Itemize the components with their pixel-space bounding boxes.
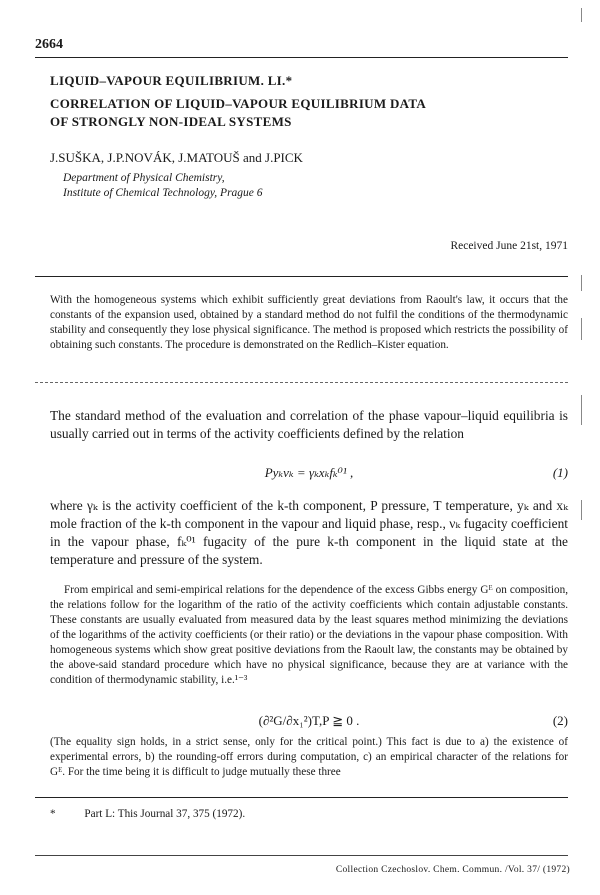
affiliation-line1: Department of Physical Chemistry, bbox=[63, 172, 225, 184]
footnote-text: Part L: This Journal 37, 375 (1972). bbox=[84, 808, 246, 820]
series-title: LIQUID–VAPOUR EQUILIBRIUM. LI.* bbox=[50, 73, 293, 88]
abstract-bottom-rule bbox=[35, 382, 568, 383]
intro-paragraph: The standard method of the evaluation and correlation of the phase vapour–liquid equilibria is usually carried out in terms of the activity coefficients defined by the relation bbox=[50, 408, 568, 441]
received-date: Received June 21st, 1971 bbox=[450, 240, 568, 252]
equation-2-number: (2) bbox=[552, 713, 568, 728]
equation-1: Pyₖνₖ = γₖxₖfₖ⁰¹ , bbox=[264, 465, 354, 480]
scan-margin-mark bbox=[581, 500, 582, 520]
definitions-paragraph: where γₖ is the activity coefficient of the k-th component, P pressure, T temperature, yₖ and xₖ mole fraction of the k-th component in the vapour and liquid phase, resp., νₖ fugacity coefficient in the vapour phase, fₖ⁰¹ fugacity of the pure k-th component in the liquid state at the temperature and pressure of the system. bbox=[50, 498, 568, 567]
journal-citation: Collection Czechoslov. Chem. Commun. /Vol. 37/ (1972) bbox=[335, 865, 570, 875]
scan-margin-mark bbox=[581, 275, 582, 291]
equation-1-number: (1) bbox=[552, 465, 568, 480]
body-paragraph-3: (The equality sign holds, in a strict sense, only for the critical point.) This fact is due to a) the existence of experimental errors, b) the rounding-off errors during computation, c) an empirical character of the relations for Gᴱ. For the time being it is difficult to judge mutually these three bbox=[50, 736, 568, 778]
scan-margin-mark bbox=[581, 8, 582, 22]
authors: J.SUŠKA, J.P.NOVÁK, J.MATOUŠ and J.PICK bbox=[50, 150, 303, 165]
affiliation-line2: Institute of Chemical Technology, Prague 6 bbox=[63, 187, 263, 199]
footnote bbox=[50, 808, 245, 820]
footer-rule bbox=[35, 855, 568, 856]
article-title-line1: CORRELATION OF LIQUID–VAPOUR EQUILIBRIUM DATA bbox=[50, 96, 427, 111]
page-number: 2664 bbox=[35, 37, 63, 52]
body-paragraph-2: From empirical and semi-empirical relations for the dependence of the excess Gibbs energy Gᴱ on composition, the relations follow for the logarithm of the ratio of the activity coefficients which contain adjustable constants. These constants are usually evaluated from measured data by the least squares method minimizing the deviations of the logarithms of the activity coefficients (or their ratio) or the deviations in the vapour phase composition. With homogeneous systems which show great positive deviations from the Raoult law, the constants may be obtained by the above-said standard procedure which have no physical significance, because they are at variance with the condition of thermodynamic stability, i.e.¹⁻³ bbox=[50, 584, 568, 686]
scan-margin-mark bbox=[581, 318, 582, 340]
scan-margin-mark bbox=[581, 395, 582, 425]
article-title-line2: OF STRONGLY NON-IDEAL SYSTEMS bbox=[50, 114, 292, 129]
abstract-top-rule bbox=[35, 276, 568, 277]
footnote-mark: * bbox=[50, 808, 56, 820]
footnote-rule bbox=[35, 797, 568, 798]
header-rule bbox=[35, 57, 568, 58]
abstract: With the homogeneous systems which exhibit sufficiently great deviations from Raoult's law, it occurs that the constants of the expansion used, obtained by a standard method do not fulfil the conditions of the thermodynamic stability and consequently they lose physical significance. The method is proposed which restricts the possibility of obtaining such constants. The procedure is demonstrated on the Redlich–Kister equation. bbox=[50, 294, 568, 351]
equation-2: (∂²G/∂x₁²)T,P ≧ 0 . bbox=[258, 713, 360, 728]
